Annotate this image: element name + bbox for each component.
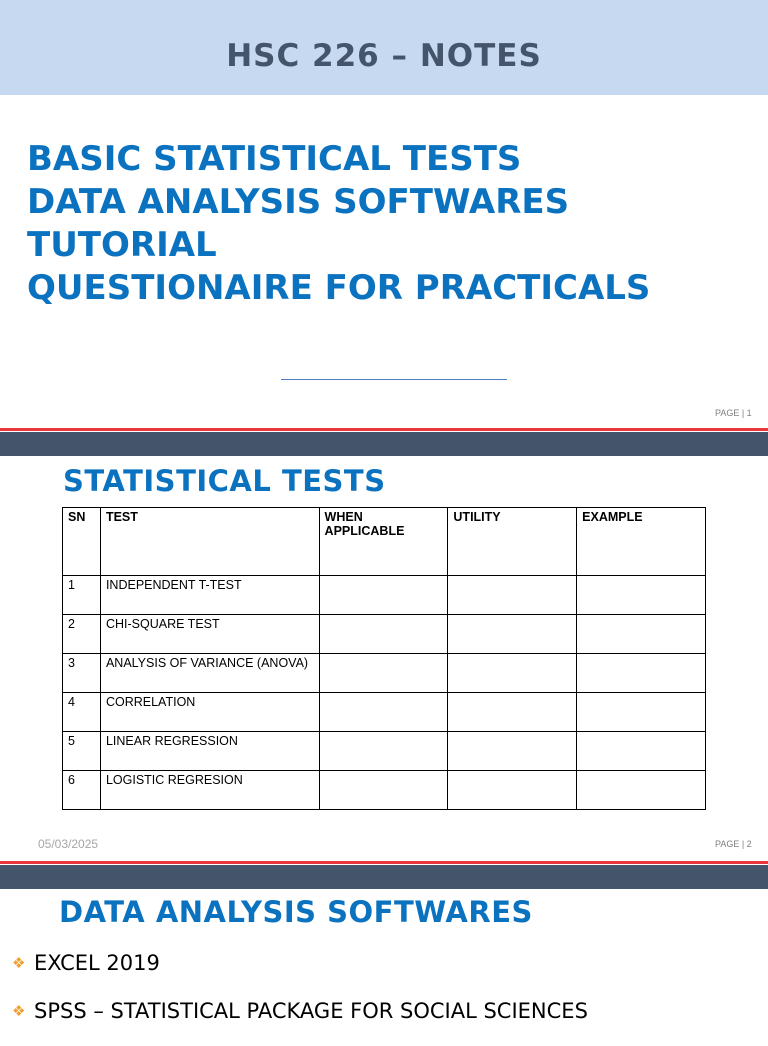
table-cell <box>448 732 577 771</box>
table-header-row <box>63 508 706 576</box>
list-item <box>12 950 588 977</box>
slide-separator-red <box>0 428 768 431</box>
table-cell <box>577 576 706 615</box>
subtitle-underline <box>281 379 507 380</box>
course-title: HSC 226 – NOTES <box>226 38 542 74</box>
statistical-tests-table <box>62 507 706 810</box>
table-cell <box>319 693 448 732</box>
table-row <box>63 576 706 615</box>
page-number: PAGE | 2 <box>715 839 752 849</box>
table-cell: 5 <box>63 732 101 771</box>
section-title: STATISTICAL TESTS <box>63 464 386 498</box>
slide-separator-band <box>0 865 768 889</box>
topic-item: DATA ANALYSIS SOFTWARES <box>27 182 570 222</box>
slide-separator-red <box>0 861 768 864</box>
table-cell <box>319 576 448 615</box>
diamond-bullet-icon: ❖ <box>12 1002 26 1020</box>
table-cell <box>319 615 448 654</box>
table-cell: 1 <box>63 576 101 615</box>
section-title: DATA ANALYSIS SOFTWARES <box>59 895 533 929</box>
table-cell: CHI-SQUARE TEST <box>100 615 319 654</box>
table-cell: CORRELATION <box>100 693 319 732</box>
table-cell: 3 <box>63 654 101 693</box>
slide-date: 05/03/2025 <box>38 837 99 851</box>
topic-item: QUESTIONAIRE FOR PRACTICALS <box>27 268 651 308</box>
table-cell <box>577 615 706 654</box>
table-row <box>63 654 706 693</box>
table-cell <box>448 771 577 810</box>
table-cell: 4 <box>63 693 101 732</box>
table-row <box>63 771 706 810</box>
table-cell: LINEAR REGRESSION <box>100 732 319 771</box>
table-row <box>63 615 706 654</box>
column-header: TEST <box>100 508 319 576</box>
diamond-bullet-icon: ❖ <box>12 954 26 972</box>
slide-separator-band <box>0 432 768 456</box>
table-row <box>63 732 706 771</box>
slide1-header <box>0 0 768 95</box>
table-cell: INDEPENDENT T-TEST <box>100 576 319 615</box>
column-header: EXAMPLE <box>577 508 706 576</box>
table-cell <box>448 693 577 732</box>
table-cell: 6 <box>63 771 101 810</box>
table-cell: 2 <box>63 615 101 654</box>
list-item-label: SPSS – STATISTICAL PACKAGE FOR SOCIAL SCIENCES <box>34 999 588 1023</box>
page-number: PAGE | 1 <box>715 408 752 418</box>
table-cell <box>448 654 577 693</box>
table-cell <box>577 693 706 732</box>
table-cell: LOGISTIC REGRESION <box>100 771 319 810</box>
topic-item: TUTORIAL <box>27 225 217 265</box>
column-header: UTILITY <box>448 508 577 576</box>
table-cell <box>319 771 448 810</box>
table-cell: ANALYSIS OF VARIANCE (ANOVA) <box>100 654 319 693</box>
list-item-label: EXCEL 2019 <box>34 951 160 975</box>
column-header: WHEN APPLICABLE <box>319 508 448 576</box>
topic-list <box>27 138 650 310</box>
table-cell <box>448 576 577 615</box>
column-header: SN <box>63 508 101 576</box>
table-cell <box>448 615 577 654</box>
table-cell <box>319 732 448 771</box>
table-cell <box>577 654 706 693</box>
table-cell <box>577 732 706 771</box>
table-cell <box>577 771 706 810</box>
software-list <box>12 950 588 1046</box>
table-row <box>63 693 706 732</box>
list-item <box>12 998 588 1025</box>
topic-item: BASIC STATISTICAL TESTS <box>27 139 522 179</box>
table-cell <box>319 654 448 693</box>
